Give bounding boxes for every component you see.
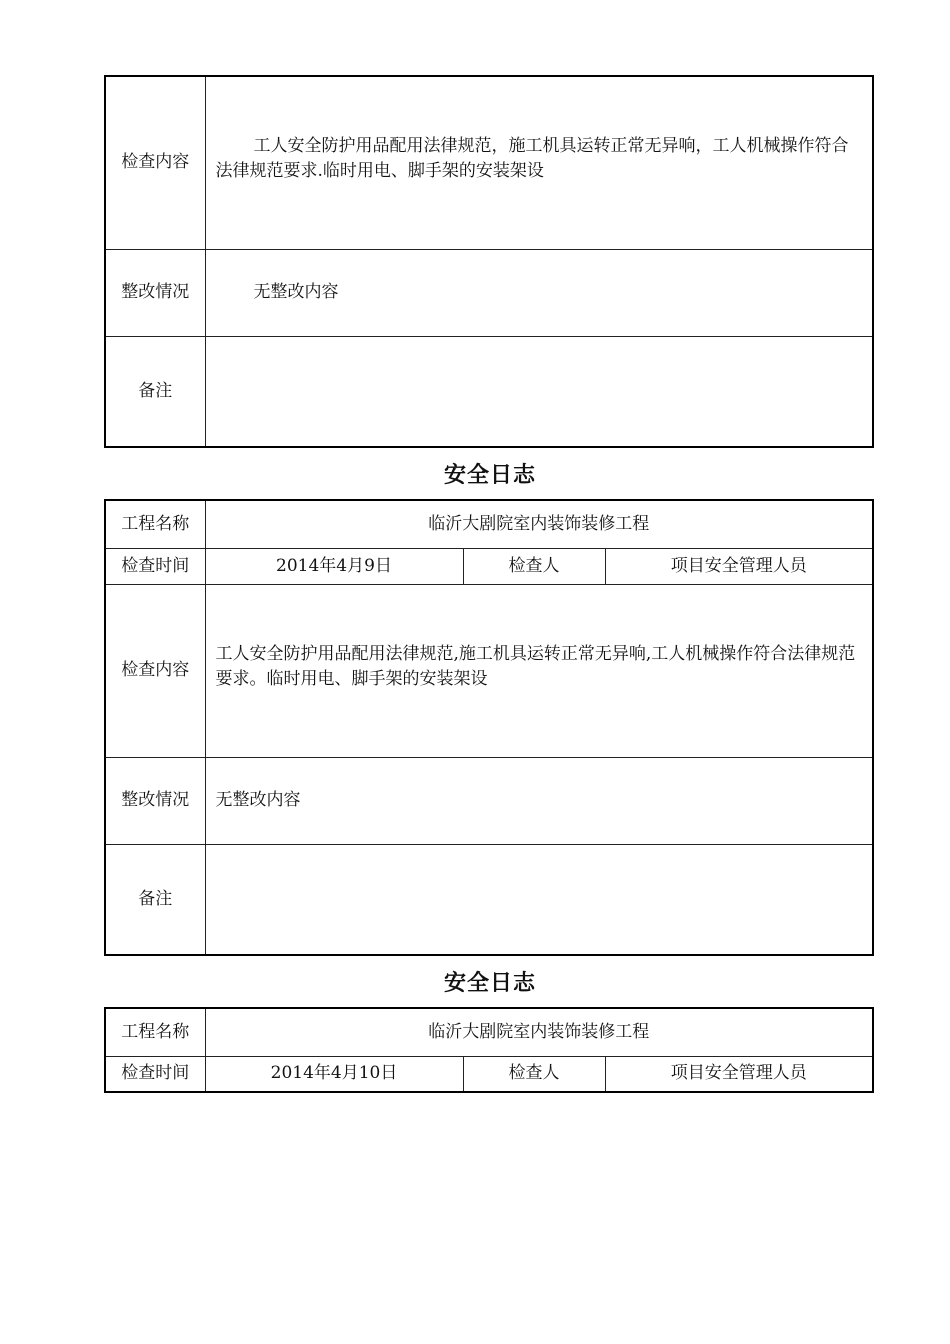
safety-log-table [104,1007,874,1093]
remarks-text [205,336,873,447]
rectify-row [105,249,873,336]
remarks-row [105,336,873,447]
project-name: 临沂大剧院室内装饰装修工程 [205,500,873,548]
inspector-value: 项目安全管理人员 [605,1056,873,1092]
rectify-label: 整改情况 [105,249,205,336]
content-row [105,76,873,249]
date-label: 检查时间 [105,548,205,584]
remarks-row [105,844,873,955]
log-title: 安全日志 [443,463,536,488]
safety-log-table [104,499,874,956]
inspector-label: 检查人 [463,548,605,584]
rectify-row [105,757,873,844]
log-title: 安全日志 [443,971,536,996]
content-label: 检查内容 [105,76,205,249]
rectify-text: 无整改内容 [205,757,873,844]
rectify-label: 整改情况 [105,757,205,844]
rectify-text: 无整改内容 [205,249,873,336]
date-value: 2014年4月9日 [205,548,463,584]
date-value: 2014年4月10日 [205,1056,463,1092]
content-row [105,584,873,757]
safety-log-table-continued [104,75,874,448]
project-label: 工程名称 [105,1008,205,1056]
content-text: 工人安全防护用品配用法律规范，施工机具运转正常无异响，工人机械操作符合法律规范要求.临时用电、脚手架的安装架设 [205,76,873,249]
project-label: 工程名称 [105,500,205,548]
content-label: 检查内容 [105,584,205,757]
project-name: 临沂大剧院室内装饰装修工程 [205,1008,873,1056]
date-row [105,1056,873,1092]
project-row [105,500,873,548]
date-label: 检查时间 [105,1056,205,1092]
inspector-value: 项目安全管理人员 [605,548,873,584]
project-row [105,1008,873,1056]
remarks-label: 备注 [105,336,205,447]
content-text: 工人安全防护用品配用法律规范,施工机具运转正常无异响,工人机械操作符合法律规范要求。临时用电、脚手架的安装架设 [205,584,873,757]
remarks-label: 备注 [105,844,205,955]
remarks-text [205,844,873,955]
inspector-label: 检查人 [463,1056,605,1092]
date-row [105,548,873,584]
